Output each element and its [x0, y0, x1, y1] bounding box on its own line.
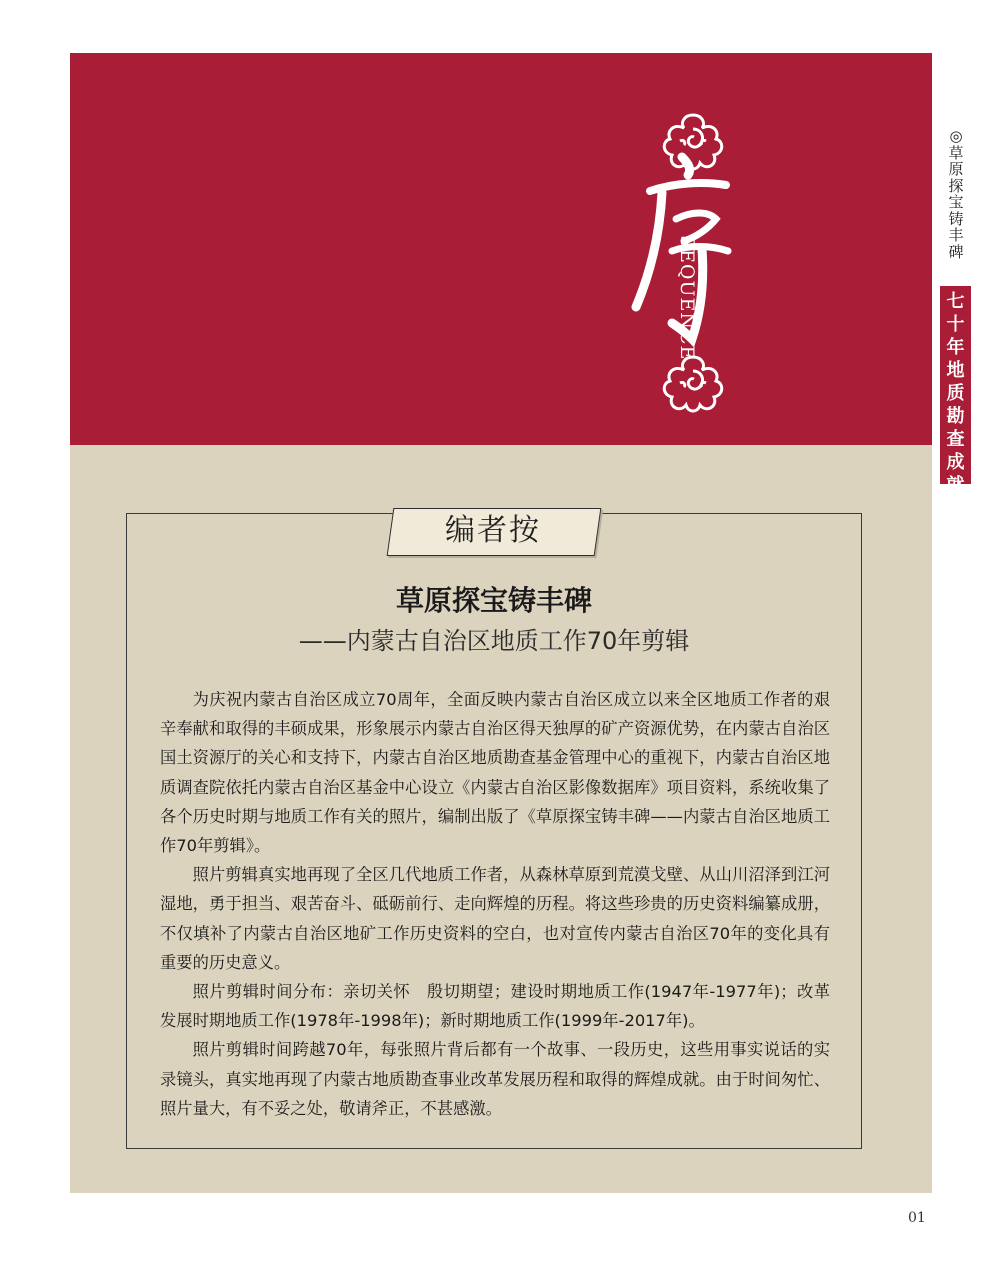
article-subtitle: ——内蒙古自治区地质工作70年剪辑 — [298, 627, 690, 655]
body-paragraph: 照片剪辑真实地再现了全区几代地质工作者，从森林草原到荒漠戈壁、从山川沼泽到江河湿地，勇于担当、艰苦奋斗、砥砺前行、走向辉煌的历程。将这些珍贵的历史资料编纂成册，不仅填补了内蒙古自治区地矿工作历史资料的空白，也对宣传内蒙古自治区70年的变化具有重要的历史意义。 — [160, 865, 830, 972]
cloud-ornament-bottom-icon — [662, 353, 724, 415]
sidebar-book-title: ◎草原探宝铸丰碑 — [948, 127, 964, 261]
page-panel — [70, 53, 932, 1193]
editor-note-label: 编者按 — [445, 513, 541, 548]
sidebar-section-title: 七十年地质勘查成就 — [946, 291, 965, 496]
body-paragraph: 照片剪辑时间跨越70年，每张照片背后都有一个故事、一段历史，这些用事实说话的实录镜头，真实地再现了内蒙古地质勘查事业改革发展历程和取得的辉煌成就。由于时间匆忙、照片量大，有不妥之处，敬请斧正，不甚感激。 — [160, 1040, 830, 1118]
article-title: 草原探宝铸丰碑 — [395, 584, 592, 617]
article-body — [160, 685, 830, 1123]
sequence-english-label: SEQUENCE — [676, 235, 698, 361]
body-paragraph: 照片剪辑时间分布：亲切关怀 殷切期望；建设时期地质工作(1947年-1977年)；改革发展时期地质工作(1978年-1998年)；新时期地质工作(1999年-2017年)。 — [160, 982, 830, 1031]
body-paragraph: 为庆祝内蒙古自治区成立70周年，全面反映内蒙古自治区成立以来全区地质工作者的艰辛奉献和取得的丰硕成果，形象展示内蒙古自治区得天独厚的矿产资源优势，在内蒙古自治区国土资源厅的关心和支持下，内蒙古自治区地质勘查基金管理中心的重视下，内蒙古自治区地质调查院依托内蒙古自治区基金中心设立《内蒙古自治区影像数据库》项目资料，系统收集了各个历史时期与地质工作有关的照片，编制出版了《草原探宝铸丰碑——内蒙古自治区地质工作70年剪辑》。 — [160, 690, 830, 856]
page-number: 01 — [908, 1210, 926, 1226]
header-red-band — [70, 53, 932, 445]
